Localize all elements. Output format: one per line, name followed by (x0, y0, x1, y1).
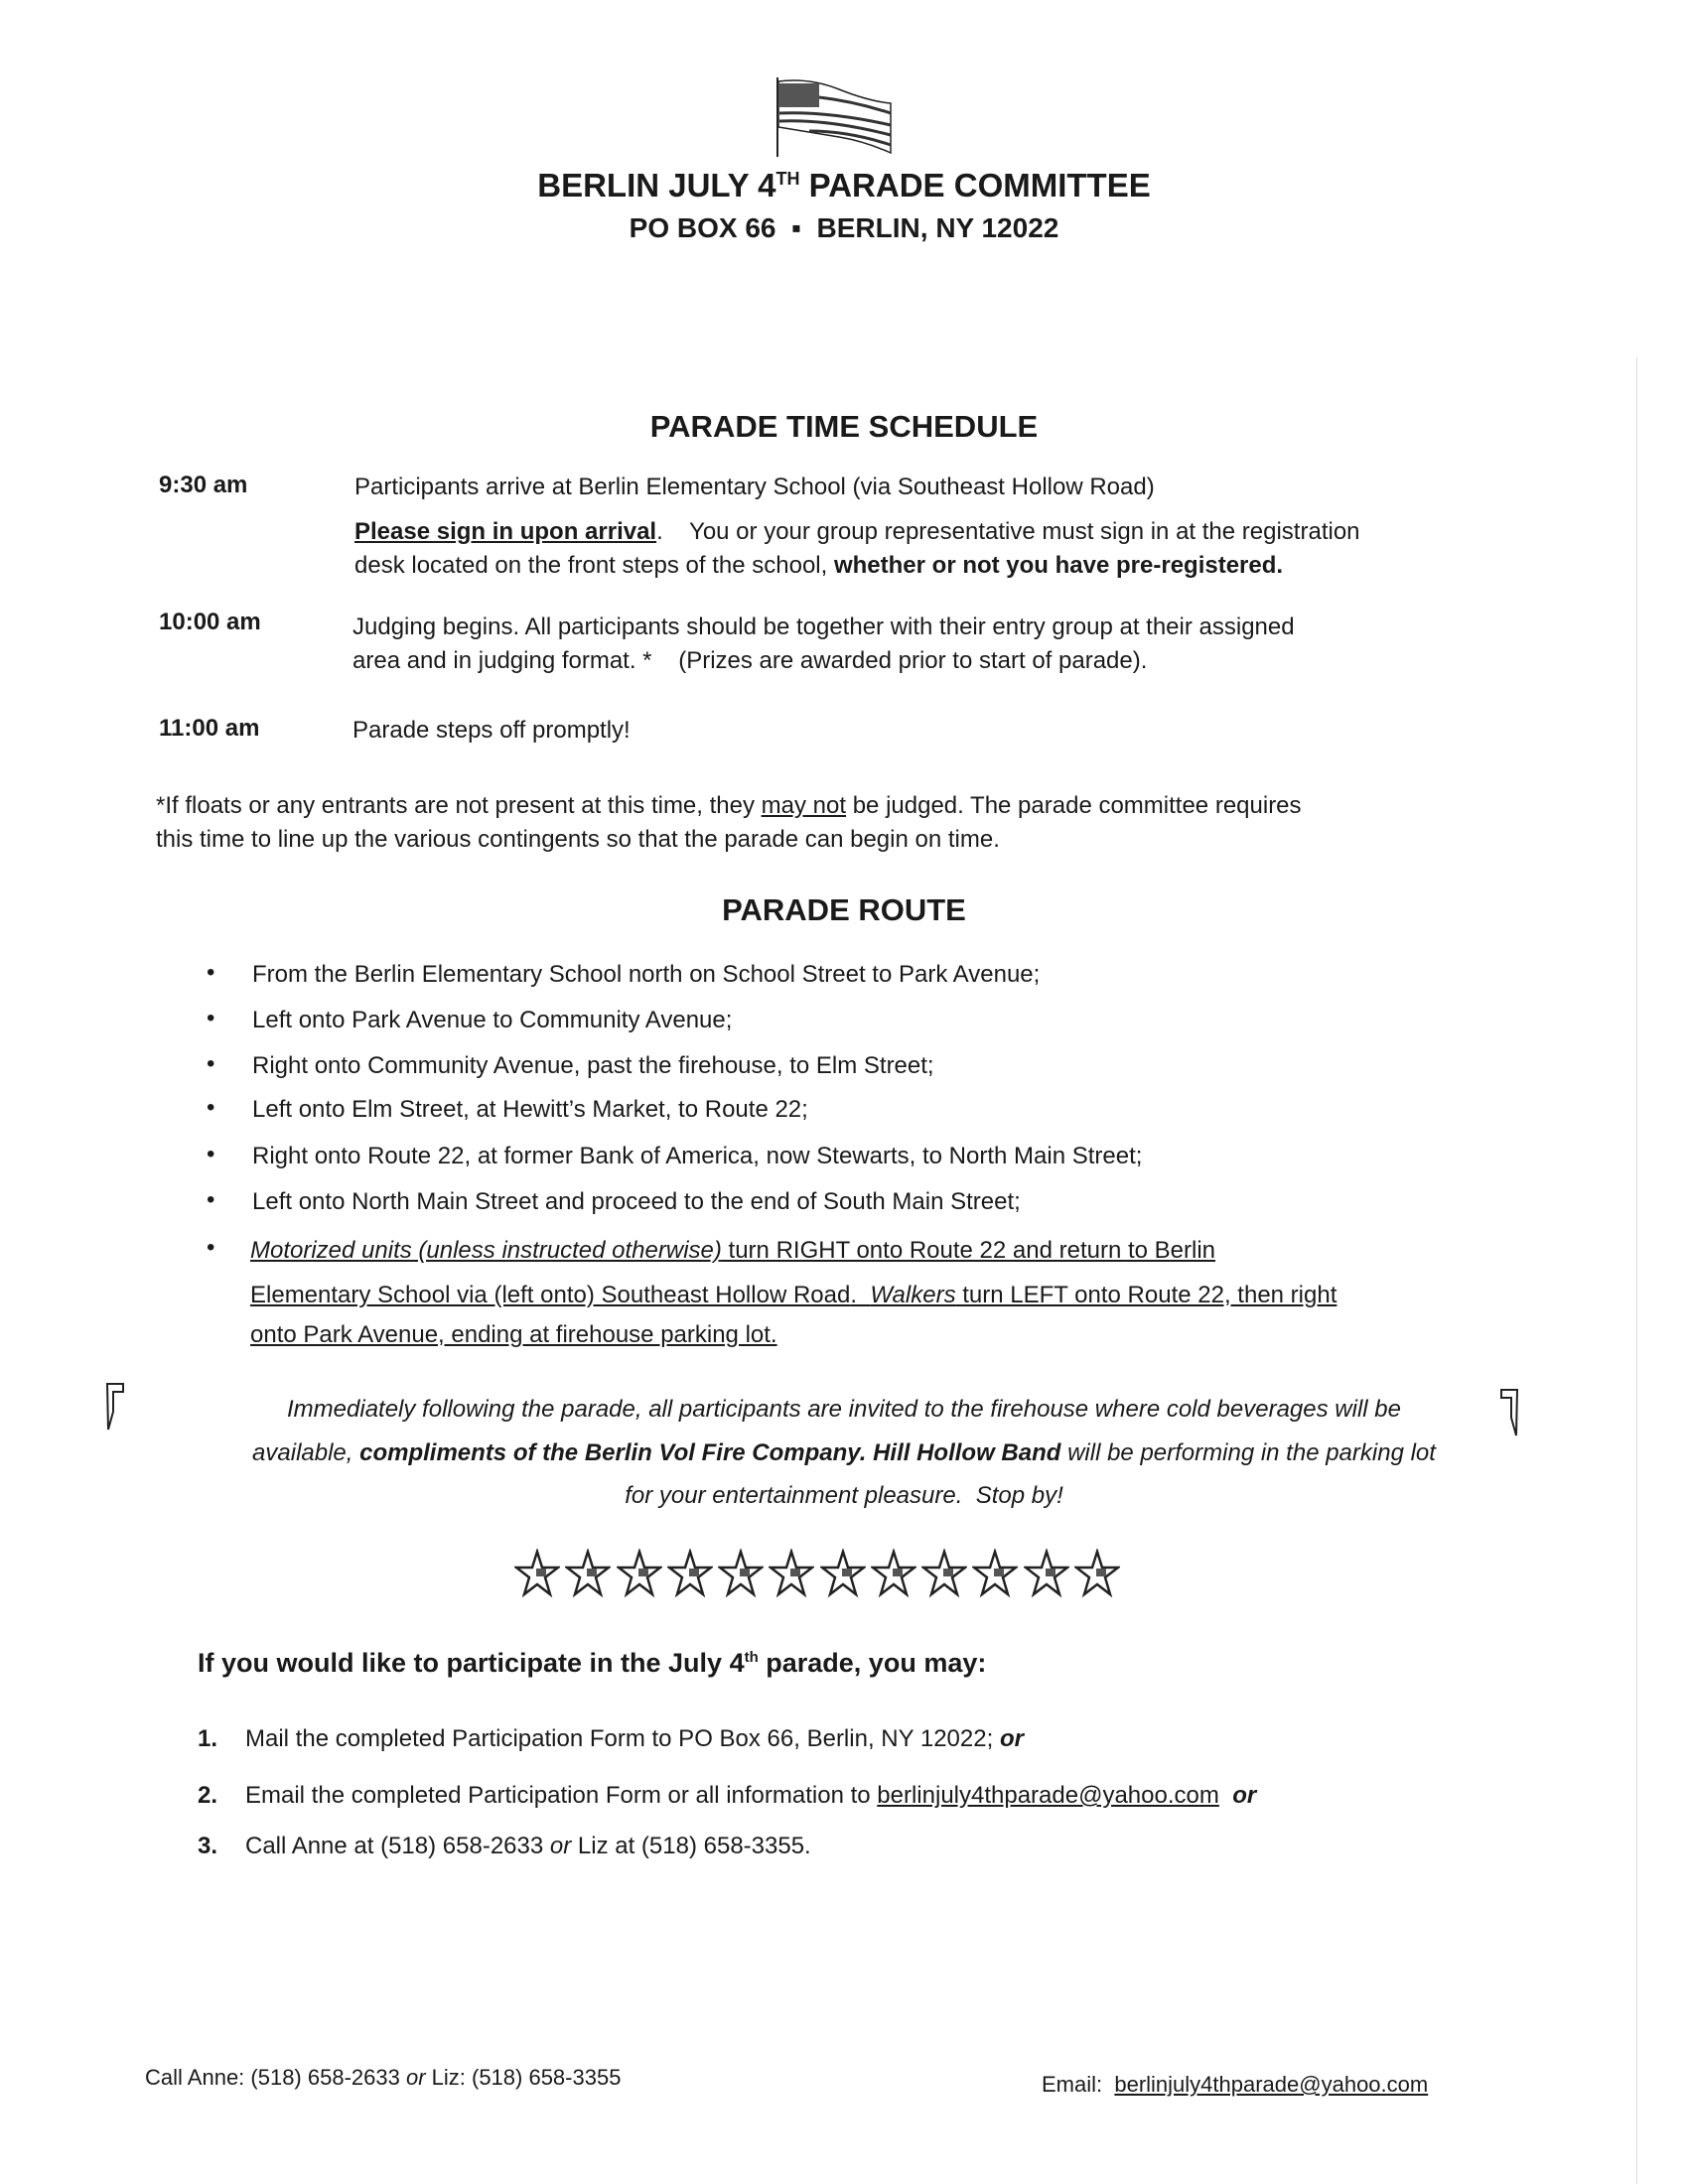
star-icon (972, 1549, 1018, 1598)
star-icon (617, 1549, 662, 1598)
star-icon (921, 1549, 967, 1598)
footer-phone: Call Anne: (518) 658-2633 or Liz: (518) 658-3355 (145, 2065, 622, 2090)
bullet: • (207, 1050, 215, 1077)
participate-heading: If you would like to participate in the July 4th parade, you may: (198, 1648, 987, 1678)
schedule-note: *If floats or any entrants are not present at this time, they may not be judged. The parade committee requires (156, 792, 1302, 819)
star-icon (820, 1549, 866, 1598)
schedule-note: this time to line up the various contingents so that the parade can begin on time. (156, 826, 1000, 853)
bullet: • (207, 1094, 215, 1121)
route-item: Elementary School via (left onto) Southeast Hollow Road. Walkers turn LEFT onto Route 22, then right (250, 1282, 1337, 1308)
bullet: • (207, 1005, 215, 1031)
star-icon (565, 1549, 611, 1598)
email-link[interactable]: berlinjuly4thparade@yahoo.com (877, 1782, 1219, 1809)
schedule-text: desk located on the front steps of the school, whether or not you have pre-registered. (354, 552, 1284, 579)
time-1100: 11:00 am (159, 715, 260, 742)
participate-item: 1. Mail the completed Participation Form to PO Box 66, Berlin, NY 12022; or (198, 1725, 1024, 1752)
schedule-text: Please sign in upon arrival. You or your group representative must sign in at the registration (354, 518, 1360, 545)
route-item: Left onto North Main Street and proceed to the end of South Main Street; (252, 1188, 1021, 1215)
schedule-text: Parade steps off promptly! (352, 717, 631, 744)
bullet: • (207, 1234, 215, 1261)
star-icon (769, 1549, 814, 1598)
star-icon (514, 1549, 560, 1598)
schedule-heading: PARADE TIME SCHEDULE (649, 409, 1039, 444)
invite-text: available, compliments of the Berlin Vol Fire Company. Hill Hollow Band will be performing in the parking lot (252, 1439, 1436, 1466)
participate-item: 3. Call Anne at (518) 658-2633 or Liz at (518) 658-3355. (198, 1833, 811, 1859)
star-icon (718, 1549, 764, 1598)
schedule-text: Participants arrive at Berlin Elementary School (via Southeast Hollow Road) (354, 474, 1155, 500)
route-item: Right onto Community Avenue, past the firehouse, to Elm Street; (252, 1052, 934, 1079)
route-item: Motorized units (unless instructed otherwise) turn RIGHT onto Route 22 and return to Berlin (250, 1237, 1216, 1264)
scan-edge-line (1636, 357, 1637, 2184)
route-heading: PARADE ROUTE (722, 892, 966, 927)
schedule-text: Judging begins. All participants should be together with their entry group at their assigned (352, 614, 1295, 640)
route-item: onto Park Avenue, ending at firehouse parking lot. (250, 1321, 777, 1348)
footer-email: Email: berlinjuly4thparade@yahoo.com (1042, 2072, 1429, 2097)
star-icon (1074, 1549, 1120, 1598)
committee-title: BERLIN JULY 4TH PARADE COMMITTEE (537, 167, 1151, 204)
route-item: From the Berlin Elementary School north on School Street to Park Avenue; (252, 961, 1041, 988)
footer-email-link[interactable]: berlinjuly4thparade@yahoo.com (1114, 2072, 1429, 2097)
participate-item: 2. Email the completed Participation Form or all information to berlinjuly4thparade@yahoo.com or (198, 1782, 1257, 1809)
bullet: • (207, 1186, 215, 1213)
star-icon (667, 1549, 713, 1598)
invite-text: Immediately following the parade, all participants are invited to the firehouse where cold beverages will be (287, 1396, 1401, 1423)
invite-text: for your entertainment pleasure. Stop by! (625, 1482, 1063, 1509)
star-icon (1024, 1549, 1069, 1598)
bullet: • (207, 1141, 215, 1167)
time-930: 9:30 am (159, 472, 248, 498)
route-item: Left onto Park Avenue to Community Avenue; (252, 1007, 733, 1033)
time-1000: 10:00 am (159, 609, 261, 635)
route-item: Right onto Route 22, at former Bank of America, now Stewarts, to North Main Street; (252, 1143, 1143, 1169)
committee-address: PO BOX 66 ▪ BERLIN, NY 12022 (629, 212, 1059, 243)
schedule-text: area and in judging format. * (Prizes are awarded prior to start of parade). (352, 647, 1148, 674)
american-flag-icon (770, 75, 894, 157)
bullet: • (207, 959, 215, 986)
star-icon (871, 1549, 916, 1598)
star-divider (514, 1549, 1120, 1598)
route-item: Left onto Elm Street, at Hewitt’s Market, to Route 22; (252, 1096, 808, 1123)
